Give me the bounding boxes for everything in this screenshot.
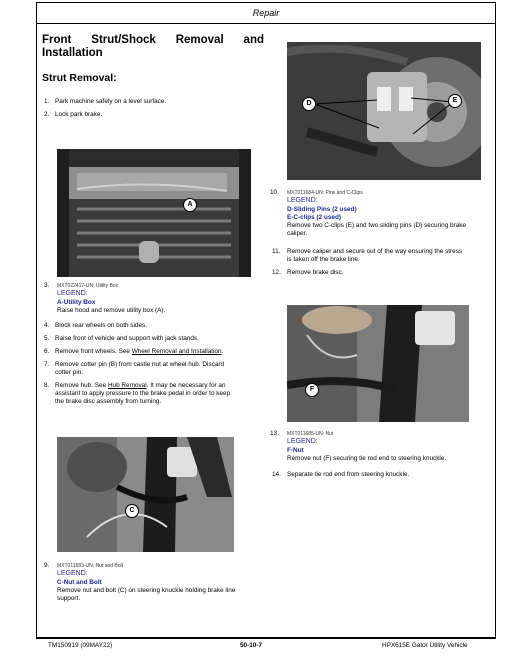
title-word: Strut/Shock (91, 34, 156, 46)
figure-caption: MXT011685-UN: Nut (287, 431, 334, 437)
callout-f: F (305, 383, 319, 397)
utility-box-illustration (57, 149, 251, 277)
callout-e: E (448, 94, 462, 108)
step-text: Block rear wheels on both sides. (55, 322, 148, 329)
step-item (272, 269, 494, 279)
footer-doc-id: TM150919 (09MAY22) (48, 642, 113, 649)
step-number: 12. (272, 269, 281, 276)
step-number: 4. (44, 322, 50, 329)
step-number: 2. (44, 111, 50, 118)
step-text: Remove cotter pin (B) from castle nut at wheel hub. Discard cotter pin. (55, 361, 225, 376)
step-text: Remove brake disc. (287, 269, 344, 276)
footer-product-name: HPX615E Gator Utility Vehicle (382, 642, 468, 649)
step-text: Remove caliper and secure out of the way ensuring the stress is taken off the brake line. (287, 248, 463, 263)
legend-title: LEGEND: (287, 197, 318, 204)
callout-c: C (125, 504, 139, 518)
footer-divider (36, 638, 496, 639)
figure-instruction: Remove two C-clips (E) and two sliding pins (D) securing brake caliper. (287, 222, 467, 237)
callout-lines (287, 42, 481, 180)
legend-item: D-Sliding Pins (2 used) (287, 206, 357, 213)
title-word: and (243, 34, 264, 46)
callout-d: D (302, 97, 316, 111)
figure-caption: MXT011684-UN: Pins and C-Clips (287, 190, 363, 196)
step-item (44, 322, 269, 332)
tie-rod-illustration (287, 305, 469, 422)
hub-removal-link[interactable]: Hub Removal (107, 382, 147, 389)
step-item (44, 348, 269, 358)
subsection-title: Strut Removal: (42, 72, 117, 84)
step-number: 6. (44, 348, 50, 355)
title-word: Front (42, 34, 72, 46)
step-number: 14. (272, 471, 281, 478)
figure-instruction: Raise hood and remove utility box (A). (57, 307, 166, 314)
section-title (42, 34, 264, 60)
step-text: Remove front wheels. See Wheel Removal and Installation. (55, 348, 224, 355)
figure-instruction: Remove nut and bolt (C) on steering knuckle holding brake line support. (57, 587, 236, 602)
callout-a: A (183, 198, 197, 212)
step-item (44, 361, 269, 379)
utility-box-photo (57, 149, 251, 277)
step-number: 5. (44, 335, 50, 342)
figure-number: 13. (270, 430, 279, 437)
figure-caption: MXT011683-UN: Nut and Bolt (57, 563, 124, 569)
step-item (272, 248, 494, 266)
step-item (44, 98, 264, 108)
step-number: 8. (44, 382, 50, 389)
tie-rod-photo (287, 305, 469, 422)
legend-title: LEGEND: (57, 290, 88, 297)
step-number: 1. (44, 98, 50, 105)
title-word: Removal (175, 34, 224, 46)
step-number: 7. (44, 361, 50, 368)
figure-number: 3. (44, 282, 50, 289)
step-item (272, 471, 494, 481)
header-divider (36, 23, 496, 24)
step-number: 11. (272, 248, 281, 255)
title-line2: Installation (42, 47, 103, 59)
legend-title: LEGEND: (57, 570, 88, 577)
step-text: Lock park brake. (55, 111, 103, 118)
figure-instruction: Remove nut (F) securing tie rod end to steering knuckle. (287, 455, 447, 462)
step-text: Separate tie rod end from steering knuckle. (287, 471, 410, 478)
nut-bolt-illustration (57, 437, 234, 552)
legend-item: E-C-clips (2 used) (287, 214, 341, 221)
header-title: Repair (252, 8, 280, 18)
figure-number: 10. (270, 189, 279, 196)
legend-item: C-Nut and Bolt (57, 579, 102, 586)
footer-page-number: 50-10-7 (240, 642, 263, 649)
step-text: Park machine safely on a level surface. (55, 98, 167, 105)
step-item (44, 382, 269, 408)
caliper-photo (287, 42, 481, 180)
legend-item: A-Utility Box (57, 299, 96, 306)
legend-title: LEGEND: (287, 438, 318, 445)
wheel-removal-link[interactable]: Wheel Removal and Installation (131, 348, 222, 355)
figure-caption: MXT022417-UN: Utility Box (57, 283, 119, 289)
figure-number: 9. (44, 562, 50, 569)
nut-bolt-photo (57, 437, 234, 552)
step-item (44, 111, 264, 121)
legend-item: F-Nut (287, 447, 304, 454)
step-text: Remove hub. See Hub Removal. It may be necessary for an assistant to apply pressure to the brake pedal in order to keep the brake disc assembly from turning. (55, 382, 231, 405)
step-item (44, 335, 269, 345)
step-text: Raise front of vehicle and support with jack stands. (55, 335, 199, 342)
